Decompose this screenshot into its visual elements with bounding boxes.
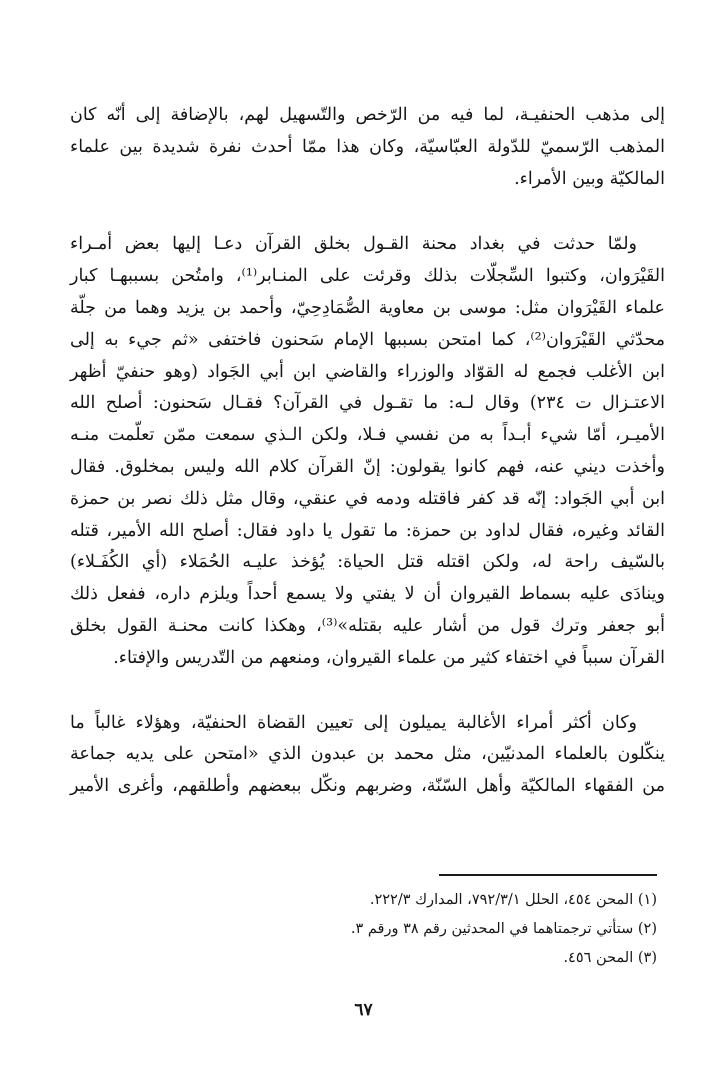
text-line: المالكيّة وبين الأمراء. bbox=[514, 168, 665, 189]
text-line: أبو جعفر وترك قول من أشار عليه بقتله»⁽³⁾، وهكذا كانت محنـة القول بخلق bbox=[70, 615, 665, 636]
text-line: وأخذت ديني عنه، فهم كانوا يقولون: إنّ القرآن كلام الله وليس بمخلوق. فقال bbox=[70, 456, 665, 477]
text-line: المذهب الرّسميّ للدّولة العبّاسيّة، وكان هذا ممّا أحدث نفرة شديدة بين علماء bbox=[70, 136, 665, 157]
footnote-separator bbox=[439, 874, 657, 876]
footnote-1: (١) المحن ٤٥٤، الحلل ٧٩٢/٣/١، المدارك ٢٢٢/٣. bbox=[369, 892, 657, 908]
text-line: من الفقهاء المالكيّة وأهل السّنّة، وضربهم ونكّل ببعضهم وأطلقهم، وأغرى الأمير bbox=[70, 776, 665, 797]
text-line: ينكّلون بالعلماء المدنيّين، مثل محمد بن عبدون الذي «امتحن على يديه جماعة bbox=[70, 744, 665, 765]
text-line: ابن الأغلب فجمع له القوّاد والوزراء والقاضي ابن أبي الجَواد (وهو حنفيّ أظهر bbox=[70, 361, 665, 382]
text-line: علماء القَيْرَوان مثل: موسى بن معاوية الصُّمَادِحِيّ، وأحمد بن يزيد وهما من جلّة bbox=[70, 297, 665, 318]
text-line: القرآن سبباً في اختفاء كثير من علماء القيروان، ومنعهم من التّدريس والإفتاء. bbox=[113, 647, 665, 668]
text-line: وينادَى عليه بسماط القيروان أن لا يفتي ولا يسمع أحداً ويلزم داره، ففعل ذلك bbox=[70, 584, 665, 605]
text-line: القائد وغيره، فقال لداود بن حمزة: ما تقول يا داود فقال: أصلح الله الأمير، قتله bbox=[70, 520, 665, 541]
footnote-2: (٢) ستأتي ترجمتاهما في المحدثين رقم ٣٨ ورقم ٣. bbox=[350, 921, 657, 937]
text-line: إلى مذهب الحنفيـة، لما فيه من الرّخص والتّسهيل لهم، بالإضافة إلى أنّه كان bbox=[70, 105, 665, 125]
text-line: بالسّيف راحة له، ولكن اقتله قتل الحياة: يُؤخذ عليـه الحُمَلاء (أي الكُفَـلاء) bbox=[70, 552, 665, 573]
main-text bbox=[70, 100, 665, 803]
footnote-3: (٣) المحن ٤٥٦. bbox=[563, 950, 657, 966]
text-line: القَيْرَوان، وكتبوا السِّجلّات بذلك وقرئت على المنـابر⁽¹⁾، وامتُحن بسببهـا كبار bbox=[70, 266, 665, 287]
text-line: ابن أبي الجَواد: إنّه قد كفر فاقتله ودمه في عنقي، وقال مثل ذلك نصر بن حمزة bbox=[70, 488, 665, 509]
footnotes bbox=[62, 886, 657, 973]
paragraph-2 bbox=[70, 229, 665, 674]
paragraph-1 bbox=[70, 100, 665, 195]
text-line: الأميـر، أمّا شيء أبـداً به من نفسي فـلا، ولكن الـذي سمعت ممّن تعلّمت منـه bbox=[70, 425, 665, 446]
paragraph-3 bbox=[70, 708, 665, 803]
text-line: وكان أكثر أمراء الأغالبة يميلون إلى تعيين القضاة الحنفيّة، وهؤلاء غالباً ما bbox=[70, 712, 637, 733]
page-number: ٦٧ bbox=[354, 1000, 373, 1020]
text-line: محدّثي القَيْرَوان⁽²⁾، كما امتحن بسببها الإمام سَحنون فاختفى «ثم جيء به إلى bbox=[70, 329, 666, 350]
text-line: ولمّا حدثت في بغداد محنة القـول بخلق القرآن دعـا إليها بعض أمـراء bbox=[70, 234, 637, 255]
text-line: الاعتـزال ت ٢٣٤) وقال لـه: ما تقـول في القرآن؟ فقـال سَحنون: أصلح الله bbox=[70, 393, 666, 414]
